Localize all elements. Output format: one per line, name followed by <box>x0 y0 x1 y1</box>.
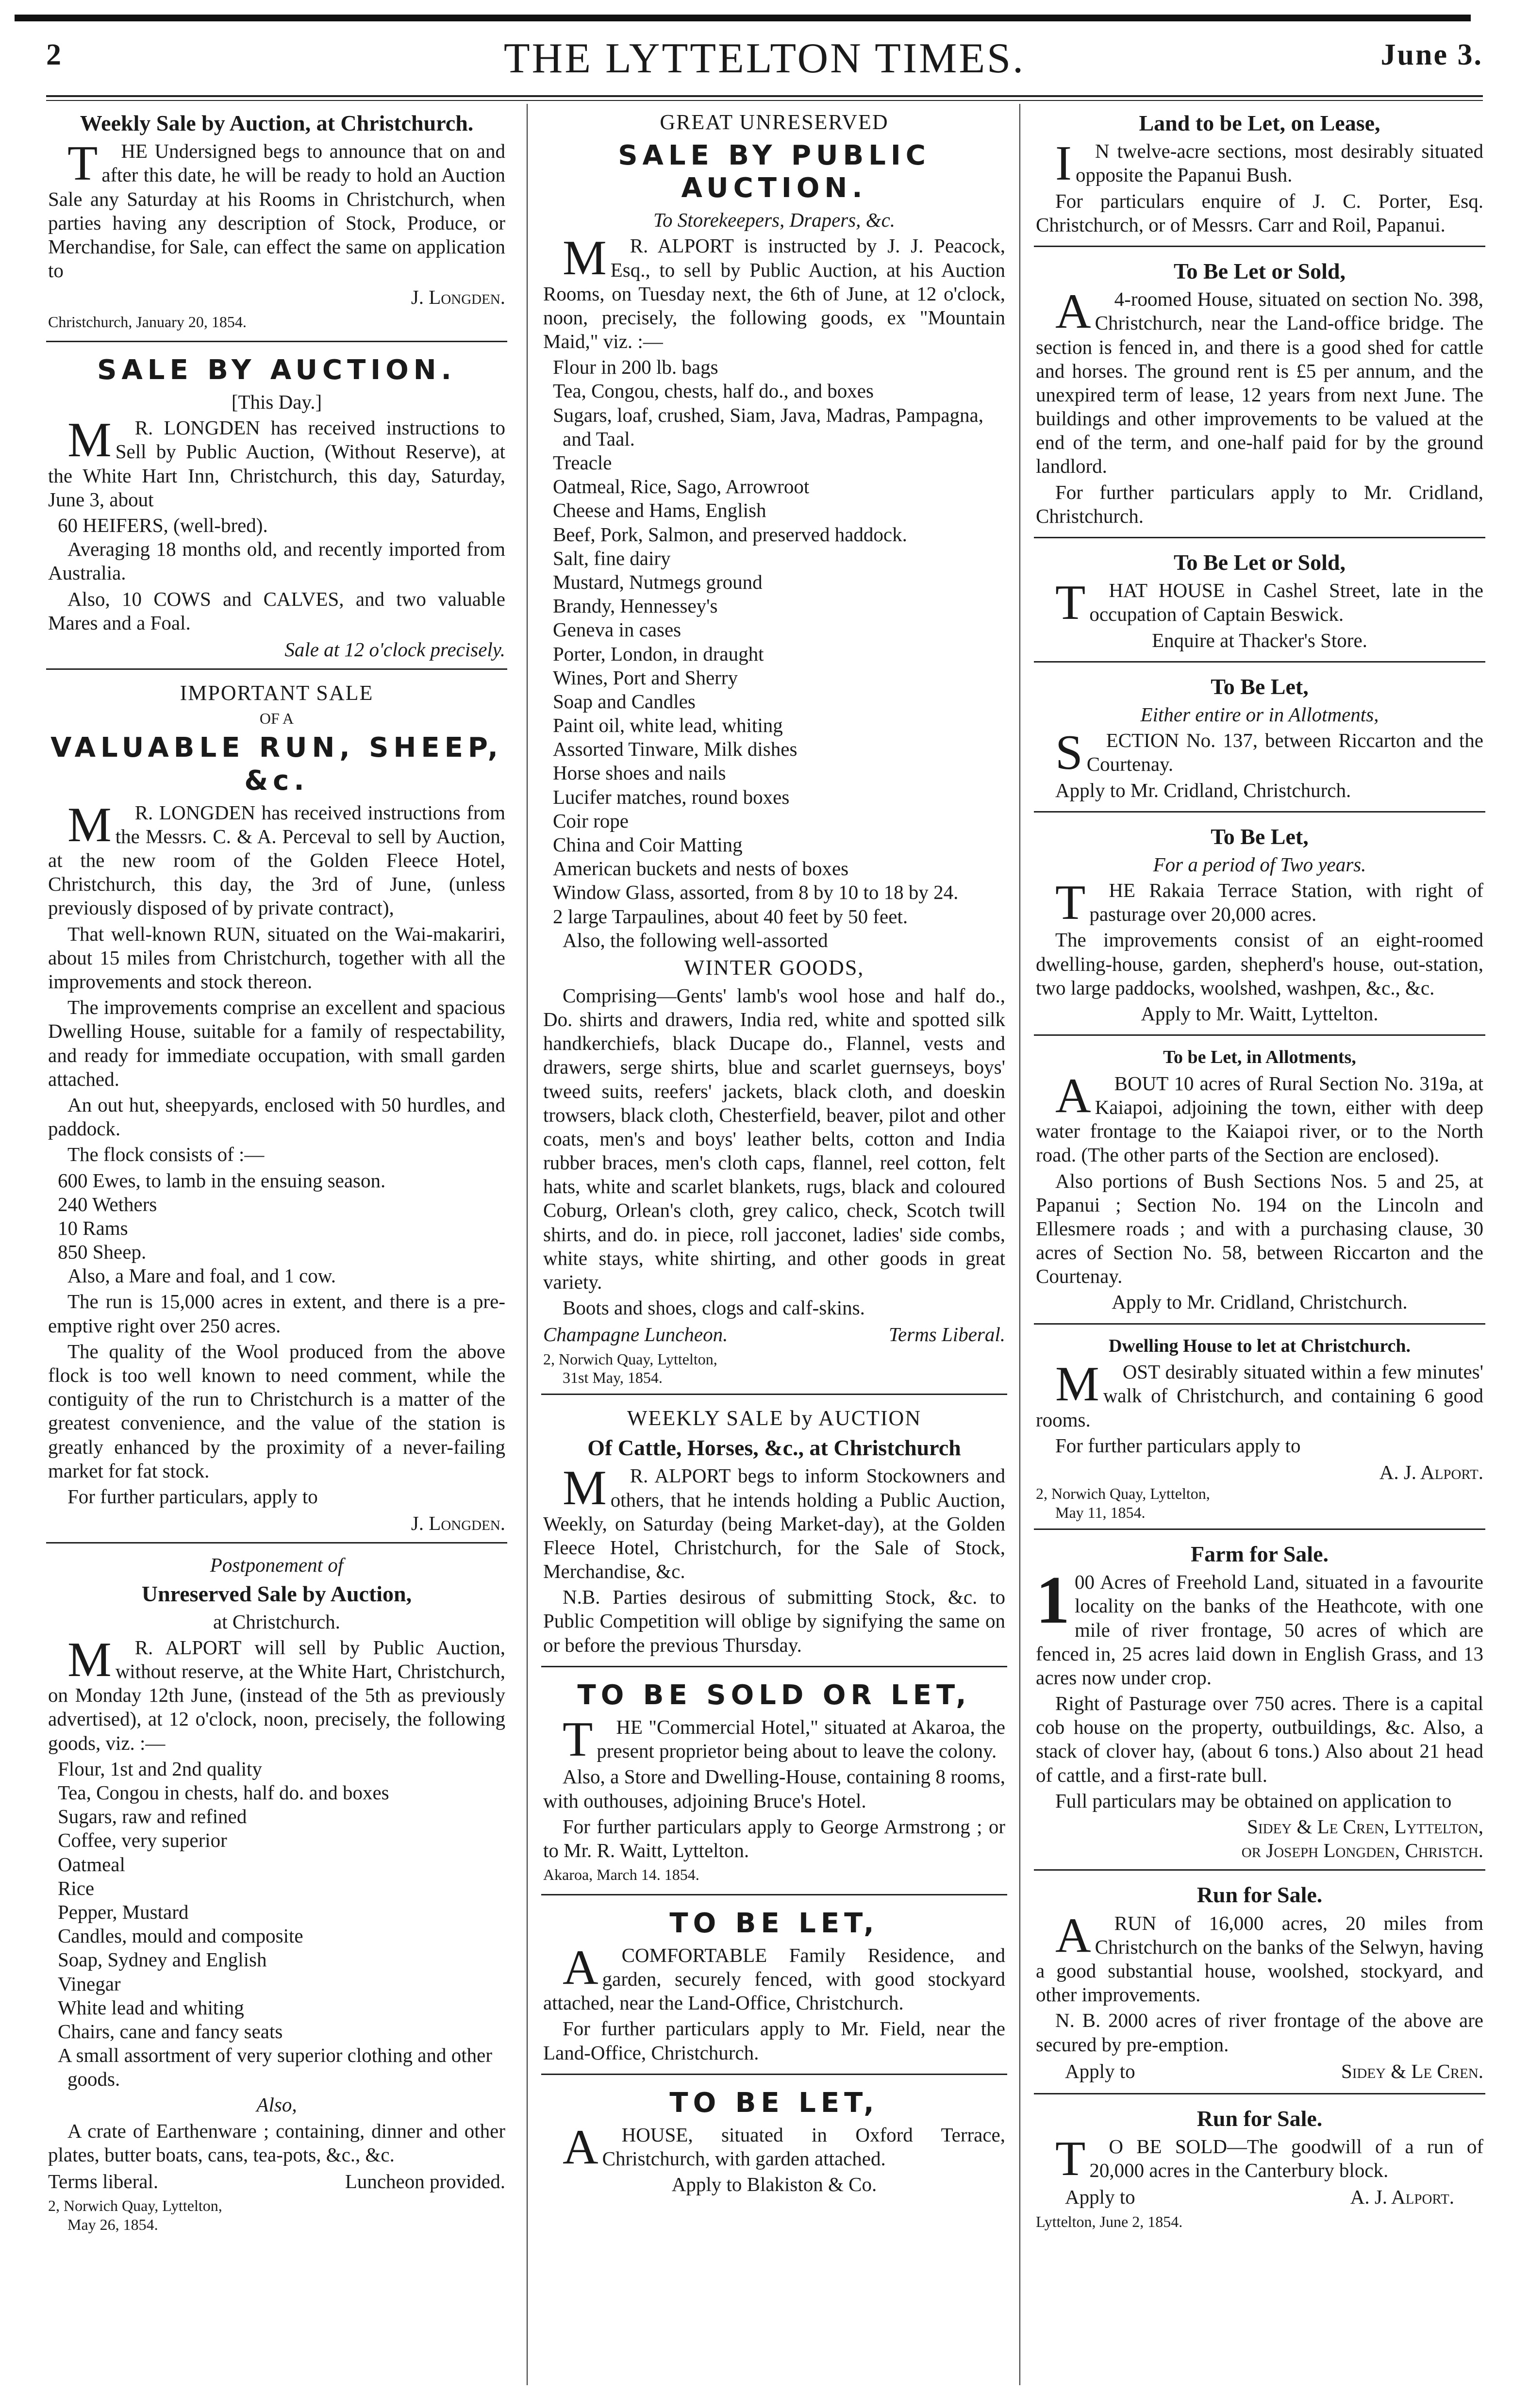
ad-paragraph: ACOMFORTABLE Family Residence, and garden, securely fenced, with good stockyard attached, near the Land-Office, Christchurch. <box>543 1940 1005 2014</box>
ad-subtitle: Either entire or in Allotments, <box>1140 703 1379 726</box>
ad-to-be-let-residence <box>541 1900 1007 2075</box>
ad-paragraph: MR. ALPORT begs to inform Stockowners and others, that he intends holding a Public Auction, Weekly, on Saturday (being Market-day), at the Golden Fleece Hotel, Christchurch, for the Sale of Stock, Merchandise, &c. <box>543 1461 1005 1583</box>
flock-total: 850 Sheep. <box>58 1241 147 1263</box>
goods-item: Coir rope <box>553 809 629 832</box>
page-number: 2 <box>46 38 61 71</box>
ad-paragraph: AHOUSE, situated in Oxford Terrace, Christchurch, with garden attached. <box>563 2119 1005 2175</box>
goods-item: Assorted Tinware, Milk dishes <box>553 738 798 761</box>
ad-to-be-let-section-137 <box>1034 667 1485 813</box>
ad-terms-row <box>543 1323 1005 1346</box>
ad-title: To Be Let or Sold, <box>1173 258 1346 283</box>
ad-title: Of Cattle, Horses, &c., at Christchurch <box>587 1435 961 1461</box>
ad-paragraph: MR. ALPORT will sell by Public Auction, without reserve, at the White Hart, Christchurch, on Monday 12th June, (instead of the 5th as previously advertised), at 12 o'clock, noon, precisely, the following goods, viz. :— <box>48 1632 505 1754</box>
ad-paragraph: The quality of the Wool produced from the above flock is too well known to need comment, while the contiguity of the run to Christchurch is a matter of the greatest convenience, and the value of the station is greatly enhanced by the proximity of a never-failing market for fat stock. <box>48 1340 505 1482</box>
goods-item: Oatmeal <box>58 1853 125 1876</box>
ad-champagne: Champagne Luncheon. <box>543 1323 728 1346</box>
ad-paragraph: MR. ALPORT is instructed by J. J. Peacock, Esq., to sell by Public Auction, at his Auction Rooms, on Tuesday next, the 6th of June, at 12 o'clock, noon, precisely, the following goods, ex "Mountain Maid," viz. :— <box>543 231 1005 353</box>
goods-item: Chairs, cane and fancy seats <box>58 2020 283 2043</box>
ad-paragraph: N. B. 2000 acres of river frontage of the above are secured by pre-emption. <box>1036 2009 1483 2056</box>
ad-title: To Be Let, <box>1211 824 1309 849</box>
ad-dated: Akaroa, March 14. 1854. <box>543 1866 699 1884</box>
goods-item: Treacle <box>553 451 612 474</box>
ad-signature: J. Longden. <box>411 286 505 309</box>
ad-apply: Apply to <box>1065 2059 1135 2082</box>
ad-title: TO BE SOLD OR LET, <box>577 1679 971 1711</box>
ad-to-be-let-house <box>541 2080 1007 2206</box>
ad-title: TO BE LET, <box>669 1907 879 1939</box>
ad-title: Farm for Sale. <box>1190 1541 1329 1566</box>
ad-signature: J. Longden. <box>411 1512 505 1535</box>
goods-item: Oatmeal, Rice, Sago, Arrowroot <box>553 475 810 498</box>
ad-paragraph: Boots and shoes, clogs and calf-skins. <box>563 1296 865 1319</box>
ad-terms-row <box>48 2170 505 2193</box>
ad-title: Run for Sale. <box>1197 1882 1323 1908</box>
issue-date: June 3. <box>1380 38 1483 71</box>
ad-farm-for-sale <box>1034 1535 1485 1871</box>
goods-item: Geneva in cases <box>553 618 681 641</box>
goods-item: Rice <box>58 1877 95 1899</box>
goods-item: Tea, Congou, chests, half do., and boxes <box>553 380 874 402</box>
goods-item: Vinegar <box>58 1972 121 1995</box>
flock-item: 10 Rams <box>58 1216 128 1239</box>
ad-title: TO BE LET, <box>669 2087 879 2119</box>
ad-paragraph: Also, the following well-assorted <box>563 929 828 951</box>
top-border-bar <box>15 15 1471 21</box>
ad-subtitle: [This Day.] <box>231 391 322 414</box>
ad-paragraph: For further particulars apply to Mr. Field, near the Land-Office, Christchurch. <box>543 2017 1005 2064</box>
goods-item: Mustard, Nutmegs ground <box>553 570 763 593</box>
winter-goods-heading: WINTER GOODS, <box>684 955 864 980</box>
masthead-title: THE LYTTELTON TIMES. <box>503 35 1026 82</box>
ad-paragraph: The improvements comprise an excellent and spacious Dwelling House, suitable for a family of respectability, and ready for immediate occupation, with small garden attached. <box>48 996 505 1090</box>
ad-paragraph: MOST desirably situated within a few minutes' walk of Christchurch, and containing 6 good rooms. <box>1036 1357 1483 1431</box>
ad-terms: Terms Liberal. <box>889 1323 1005 1346</box>
ad-luncheon: Luncheon provided. <box>345 2170 505 2193</box>
ad-address: 2, Norwich Quay, Lyttelton, <box>543 1350 717 1368</box>
ad-sale-time: Sale at 12 o'clock precisely. <box>284 638 505 661</box>
ad-paragraph: THAT HOUSE in Cashel Street, late in the occupation of Captain Beswick. <box>1055 575 1483 631</box>
ad-title: To Be Let, <box>1211 674 1309 699</box>
ad-body: MR. LONGDEN has received instructions to Sell by Public Auction, (Without Reserve), at the White Hart Inn, Christchurch, this day, Saturday, June 3, about <box>48 413 505 511</box>
ad-paragraph: Enquire at Thacker's Store. <box>1152 629 1367 651</box>
goods-item: 2 large Tarpaulines, about 40 feet by 50 feet. <box>553 905 908 928</box>
ad-paragraph: For particulars enquire of J. C. Porter, Esq. Christchurch, or of Messrs. Carr and Roil, Papanui. <box>1036 189 1483 236</box>
ad-paragraph: MR. LONGDEN has received instructions from the Messrs. C. & A. Perceval to sell by Auction, at the new room of the Golden Fleece Hotel, Christchurch, this day, the 3rd of June, (unless previously disposed of by private contract), <box>48 797 505 919</box>
ad-title: SALE BY PUBLIC AUCTION. <box>618 139 931 204</box>
ad-title: To be Let, in Allotments, <box>1163 1047 1356 1068</box>
ad-title: Weekly Sale by Auction, at Christchurch. <box>80 111 474 135</box>
ad-subtitle: For a period of Two years. <box>1153 853 1366 876</box>
ad-title: SALE BY AUCTION. <box>97 354 456 386</box>
ad-dated: May 11, 1854. <box>1055 1503 1146 1521</box>
goods-item: Sugars, raw and refined <box>58 1805 247 1828</box>
ad-pretitle: Postponement of <box>210 1554 344 1577</box>
ad-title: Dwelling House to let at Christchurch. <box>1108 1335 1411 1356</box>
ad-paragraph: Right of Pasturage over 750 acres. There is a capital cob house on the property, outbuildings, &c. Also, a stack of clover hay, (about 6 tons.) Also about 21 head of cattle, and a first-rate bull. <box>1036 1692 1483 1786</box>
ad-paragraph: A crate of Earthenware ; containing, dinner and other plates, butter boats, cans, tea-pots, &c., &c. <box>48 2119 505 2166</box>
goods-item: American buckets and nests of boxes <box>553 857 849 880</box>
ad-run-for-sale-canterbury <box>1034 2099 1485 2241</box>
ad-paragraph: For further particulars apply to <box>1055 1434 1301 1457</box>
ad-paragraph: Apply to Mr. Cridland, Christchurch. <box>1055 779 1351 801</box>
ad-to-be-let-allotments <box>1034 1041 1485 1324</box>
ad-title: Unreserved Sale by Auction, <box>141 1581 412 1606</box>
ad-weekly-sale-cattle <box>541 1400 1007 1667</box>
column-1 <box>46 104 507 2385</box>
ad-paragraph: The run is 15,000 acres in extent, and there is a pre-emptive right over 250 acres. <box>48 1290 505 1337</box>
ad-paragraph: Full particulars may be obtained on application to <box>1055 1789 1452 1812</box>
ad-signature: A. J. Alport. <box>1379 1461 1483 1483</box>
ad-paragraph: ARUN of 16,000 acres, 20 miles from Christchurch on the banks of the Selwyn, having a good substantial house, woolshed, stockyard, and other improvements. <box>1036 1908 1483 2006</box>
goods-item: Flour in 200 lb. bags <box>553 356 718 379</box>
ad-dated: 31st May, 1854. <box>563 1368 663 1386</box>
goods-item: White lead and whiting <box>58 1996 244 2019</box>
goods-item: Horse shoes and nails <box>553 762 726 784</box>
ad-paragraph: ABOUT 10 acres of Rural Section No. 319a, at Kaiapoi, adjoining the town, either with deep water frontage to the Kaiapoi river, or to the North road. (The other parts of the Section are enclosed). <box>1036 1068 1483 1166</box>
ad-signature: Sidey & Le Cren, Lyttelton, <box>1247 1815 1483 1838</box>
ad-title: VALUABLE RUN, SHEEP, &c. <box>50 732 503 797</box>
ad-dated: May 26, 1854. <box>67 2215 158 2233</box>
ad-paragraph: Apply to Mr. Cridland, Christchurch. <box>1112 1291 1408 1313</box>
goods-item: Paint oil, white lead, whiting <box>553 714 783 737</box>
ad-sale-by-auction-heifers <box>46 347 507 670</box>
ad-to-be-let-or-sold-cashel <box>1034 543 1485 663</box>
ad-pretitle: GREAT UNRESERVED <box>660 110 889 134</box>
ad-paragraph: IN twelve-acre sections, most desirably situated opposite the Papanui Bush. <box>1055 136 1483 191</box>
ad-paragraph: Also, a Store and Dwelling-House, containing 8 rooms, with outhouses, adjoining Bruce's Hotel. <box>543 1765 1005 1812</box>
column-3 <box>1034 104 1485 2385</box>
column-divider <box>1019 104 1020 2385</box>
goods-item: Candles, mould and composite <box>58 1925 303 1947</box>
goods-item: China and Coir Matting <box>553 833 743 856</box>
column-2 <box>541 104 1007 2385</box>
ad-title: Run for Sale. <box>1197 2106 1323 2131</box>
ad-paragraph: Comprising—Gents' lamb's wool hose and half do., Do. shirts and drawers, India red, white and spotted silk handkerchiefs, black Ducape do., Flannel, vests and drawers, serge shirts, blue and scarlet guernseys, boys' tweed suits, reefers' jackets, black cloth, and doeskin trowsers, black cloth, Chesterfield, beaver, pilot and other coats, men's and boys' leather belts, cotton and India rubber braces, men's cloth caps, flannel, reel cotton, felt hats, white and scarlet blankets, rugs, black and coloured Coburg, Orlean's cloth, grey calico, check, Scotch twill shirts, and do. in piece, roll jacconet, ladies' side combs, white stays, white shirting, and other goods in great variety. <box>543 984 1005 1294</box>
ad-paragraph: Apply to Mr. Waitt, Lyttelton. <box>1141 1002 1379 1025</box>
ad-paragraph: For further particulars apply to Mr. Cridland, Christchurch. <box>1036 481 1483 527</box>
goods-item: Porter, London, in draught <box>553 642 764 665</box>
ad-signature: or Joseph Longden, Christch. <box>1241 1839 1483 1862</box>
ad-run-for-sale-selwyn <box>1034 1876 1485 2094</box>
goods-item: Pepper, Mustard <box>58 1900 189 1923</box>
ad-great-unreserved-sale <box>541 104 1007 1395</box>
ad-paragraph: N.B. Parties desirous of submitting Stock, &c. to Public Competition will oblige by signifying the same on or before the previous Thursday. <box>543 1586 1005 1656</box>
ad-body: THE Undersigned begs to announce that on and after this date, he will be ready to hold an Auction Sale any Saturday at his Rooms in Christchurch, when parties having any description of Stock, Produce, or Merchandise, for Sale, can effect the same on application to <box>48 136 505 282</box>
goods-item: Beef, Pork, Salmon, and preserved haddock. <box>553 523 907 546</box>
ad-paragraph: Apply to Blakiston & Co. <box>671 2173 877 2196</box>
goods-item: Window Glass, assorted, from 8 by 10 to 18 by 24. <box>553 881 959 904</box>
ad-postponement-unreserved-sale <box>46 1548 507 2241</box>
column-divider <box>527 104 528 2385</box>
ad-paragraph: Also portions of Bush Sections Nos. 5 and 25, at Papanui ; Section No. 194 on the Lincoln and Ellesmere roads ; and with a purchasing clause, 30 acres of Section No. 58, between Riccarton and the Courtenay. <box>1036 1169 1483 1288</box>
ad-to-be-let-rakaia <box>1034 817 1485 1036</box>
ad-dated: Lyttelton, June 2, 1854. <box>1036 2212 1183 2230</box>
masthead-rule-thin <box>46 100 1483 101</box>
ad-apply-row <box>1036 2059 1483 2083</box>
goods-item: Lucifer matches, round boxes <box>553 785 790 808</box>
ad-title: To Be Let or Sold, <box>1173 550 1346 575</box>
ad-valuable-run-sheep <box>46 675 507 1544</box>
flock-item: 600 Ewes, to lamb in the ensuing season. <box>58 1169 386 1192</box>
ad-pretitle: IMPORTANT SALE <box>180 681 374 705</box>
goods-item: Sugars, loaf, crushed, Siam, Java, Madras, Pampagna, and Taal. <box>553 403 983 450</box>
goods-item: Tea, Congou in chests, half do. and boxes <box>58 1781 389 1804</box>
ad-weekly-sale-longden <box>46 104 507 342</box>
goods-item: Coffee, very superior <box>58 1829 227 1852</box>
ad-dateline: Christchurch, January 20, 1854. <box>48 313 247 331</box>
ad-paragraph: The improvements consist of an eight-roomed dwelling-house, garden, shepherd's house, out-station, two large paddocks, woolshed, washpen, &c., &c. <box>1036 929 1483 999</box>
ad-paragraph: For further particulars apply to George Armstrong ; or to Mr. R. Waitt, Lyttelton. <box>543 1815 1005 1861</box>
goods-item: Soap, Sydney and English <box>58 1948 267 1971</box>
ad-subtitle: at Christchurch. <box>213 1610 340 1633</box>
ad-terms: Terms liberal. <box>48 2170 159 2193</box>
goods-item: Brandy, Hennessey's <box>553 595 718 617</box>
ad-paragraph: For further particulars, apply to <box>67 1485 318 1508</box>
ad-paragraph: The flock consists of :— <box>67 1143 265 1166</box>
ad-pretitle: WEEKLY SALE by AUCTION <box>627 1406 922 1430</box>
goods-item: Cheese and Hams, English <box>553 499 766 522</box>
ad-paragraph: That well-known RUN, situated on the Wai-makariri, about 15 miles from Christchurch, together with all the improvements and stock thereon. <box>48 922 505 993</box>
ad-item: 60 HEIFERS, (well-bred). <box>58 514 268 537</box>
ad-paragraph: Also, 10 COWS and CALVES, and two valuable Mares and a Foal. <box>48 587 505 634</box>
ad-paragraph: Also, a Mare and foal, and 1 cow. <box>67 1264 336 1287</box>
ad-signature: Sidey & Le Cren. <box>1341 2059 1483 2082</box>
ad-to-be-sold-or-let-hotel <box>541 1672 1007 1895</box>
ad-paragraph: SECTION No. 137, between Riccarton and the Courtenay. <box>1055 725 1483 781</box>
ad-paragraph: An out hut, sheepyards, enclosed with 50 hurdles, and paddock. <box>48 1093 505 1140</box>
ad-land-to-be-let <box>1034 104 1485 247</box>
ad-paragraph: TO BE SOLD—The goodwill of a run of 20,000 acres in the Canterbury block. <box>1055 2131 1483 2187</box>
goods-item: A small assortment of very superior clothing and other goods. <box>58 2044 492 2091</box>
ad-paragraph: 100 Acres of Freehold Land, situated in a favourite locality on the banks of the Heathcote, with one mile of river frontage, 50 acres of which are fenced in, 25 acres laid down in English Grass, and 13 acres now under crop. <box>1036 1562 1483 1689</box>
goods-item: Flour, 1st and 2nd quality <box>58 1757 262 1780</box>
ad-address: 2, Norwich Quay, Lyttelton, <box>48 2197 222 2215</box>
ad-apply-row <box>1036 2185 1483 2209</box>
ad-of: OF A <box>259 709 294 727</box>
ad-paragraph: THE Rakaia Terrace Station, with right of pasturage over 20,000 acres. <box>1055 875 1483 930</box>
ad-also: Also, <box>256 2093 297 2116</box>
masthead-rule <box>46 95 1483 97</box>
goods-item: Soap and Candles <box>553 690 696 713</box>
ad-title: Land to be Let, on Lease, <box>1139 111 1380 135</box>
ad-to-be-let-or-sold-4-roomed <box>1034 252 1485 538</box>
flock-item: 240 Wethers <box>58 1193 157 1215</box>
ad-dwelling-house <box>1034 1329 1485 1530</box>
ad-paragraph: Averaging 18 months old, and recently imported from Australia. <box>48 538 505 584</box>
ad-address: 2, Norwich Quay, Lyttelton, <box>1036 1485 1210 1503</box>
goods-item: Wines, Port and Sherry <box>553 666 738 689</box>
ad-subtitle: To Storekeepers, Drapers, &c. <box>653 209 896 232</box>
ad-paragraph: THE "Commercial Hotel," situated at Akaroa, the present proprietor being about to leave the colony. <box>563 1712 1005 1767</box>
ad-apply: Apply to <box>1065 2186 1135 2209</box>
ad-paragraph: A4-roomed House, situated on section No. 398, Christchurch, near the Land-office bridge. The section is fenced in, and there is a good shed for cattle and horses. The ground rent is £5 per annum, and the unexpired term of lease, 12 years from next June. The buildings and other improvements to be valued at the end of the term, and one-half paid for by the ground landlord. <box>1036 284 1483 478</box>
goods-item: Salt, fine dairy <box>553 547 671 569</box>
ad-signature: A. J. Alport. <box>1350 2186 1454 2209</box>
